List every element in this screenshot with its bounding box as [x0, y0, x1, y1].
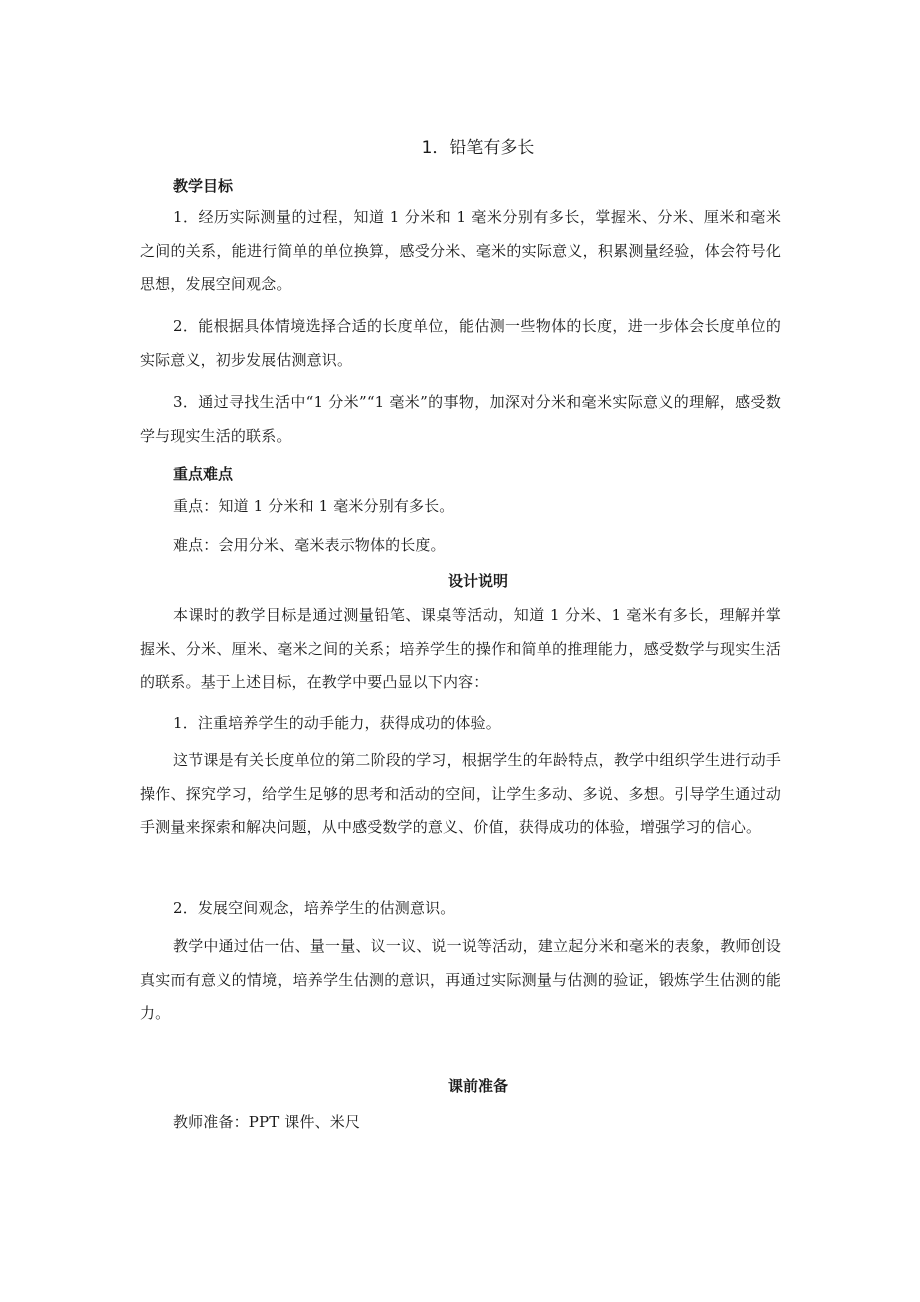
goal-item-2: 2．能根据具体情境选择合适的长度单位，能估测一些物体的长度，进一步体会长度单位的实际意义，初步发展估测意识。: [140, 317, 781, 369]
design-point-1: 1．注重培养学生的动手能力，获得成功的体验。: [173, 714, 501, 732]
goal-item-1: 1．经历实际测量的过程，知道 1 分米和 1 毫米分别有多长，掌握米、分米、厘米和毫米之间的关系，能进行简单的单位换算，感受分米、毫米的实际意义，积累测量经验，体会符号化思想，发展空间观念。: [140, 208, 781, 293]
design-point-2-text: 教学中通过估一估、量一量、议一议、说一说等活动，建立起分米和毫米的表象，教师创设真实而有意义的情境，培养学生估测的意识，再通过实际测量与估测的验证，锻炼学生估测的能力。: [140, 937, 781, 1022]
keypoint-focus: 重点：知道 1 分米和 1 毫米分别有多长。: [173, 497, 455, 515]
goal-item-3: 3．通过寻找生活中“1 分米”“1 毫米”的事物，加深对分米和毫米实际意义的理解，感受数学与现实生活的联系。: [140, 393, 781, 445]
keypoints-heading: 重点难点: [173, 465, 234, 483]
prep-teacher: 教师准备：PPT 课件、米尺: [173, 1113, 361, 1131]
keypoint-difficulty: 难点：会用分米、毫米表示物体的长度。: [173, 536, 446, 554]
page-title: 1．铅笔有多长: [421, 138, 535, 158]
design-point-2: 2．发展空间观念，培养学生的估测意识。: [173, 899, 456, 917]
design-point-1-text: 这节课是有关长度单位的第二阶段的学习，根据学生的年龄特点，教学中组织学生进行动手操作、探究学习，给学生足够的思考和活动的空间，让学生多动、多说、多想。引导学生通过动手测量来探索和解决问题，从中感受数学的意义、价值，获得成功的体验，增强学习的信心。: [140, 751, 781, 836]
prep-heading: 课前准备: [447, 1077, 508, 1095]
goals-heading: 教学目标: [173, 177, 234, 195]
design-heading: 设计说明: [447, 572, 508, 590]
design-intro: 本课时的教学目标是通过测量铅笔、课桌等活动，知道 1 分米、1 毫米有多长，理解并掌握米、分米、厘米、毫米之间的关系；培养学生的操作和简单的推理能力，感受数学与现实生活的联系。基于上述目标，在教学中要凸显以下内容：: [140, 606, 781, 691]
